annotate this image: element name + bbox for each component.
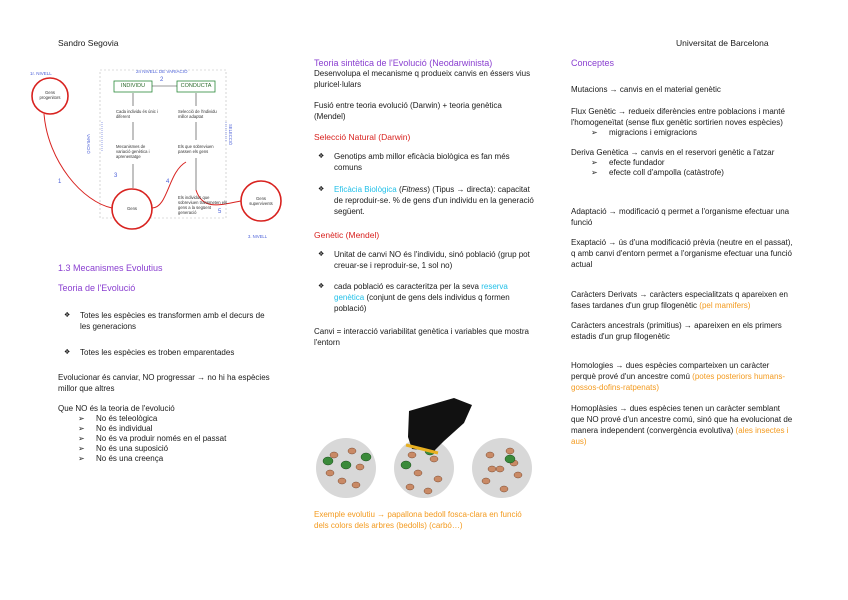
not-item: ➢ No és una creença (74, 454, 273, 464)
reserva-bullet (316, 281, 534, 314)
reserva-term: reserva genètica (334, 282, 508, 302)
eficacia-paren: ( (398, 185, 402, 194)
theory-subtitle: Teoria de l'Evolució (58, 283, 136, 293)
level1-label: 1r. NIVELL (30, 71, 52, 76)
gens-circle: Gens (126, 206, 137, 211)
arrow-number-1: 1 (58, 179, 62, 185)
flux-item: ➢ migracions i emigracions (587, 128, 795, 138)
bullet-item: ❖ Totes les espècies es transformen amb el decurs de les generacions (62, 310, 273, 332)
canvi-text: Canvi = interacció variabilitat genètica i variables que mostra l'entorn (314, 327, 529, 347)
conducta-note-2: Els que sobreviuen passen els gens (178, 144, 214, 154)
evolve-paragraph: Evolucionar és canviar, NO progressar → no hi ha espècies millor que altres (58, 373, 270, 393)
eficacia-term: Eficàcia Biològica (334, 185, 397, 194)
homoplasies-text: Homoplàsies → dues espècies tenen un caràcter semblant que NO prové d'un ancestre comú, sinó que ha evolucionat de manera independent (convergència evolutiva) (571, 404, 793, 435)
column-2 (314, 58, 534, 348)
homologies-text: Homologies → dues espècies comparteixen un caràcter perquè prové d'un ancestre comú (571, 361, 770, 381)
column-1 (58, 263, 273, 464)
deriva-def: Deriva Genètica → canvis en el reservori genètic a l'atzar (571, 148, 775, 157)
ancestrals-def: Caràcters ancestrals (primitius) → apareixen en els primers estadis d'un grup filogenètic (571, 321, 782, 341)
fitness-term: Fitness (401, 185, 428, 194)
deriva-item: ➢ efecte coll d'ampolla (catàstrofe) (587, 168, 795, 178)
beetle-illustration (314, 393, 534, 501)
bullet-item: ❖ Genotips amb millor eficàcia biològica es fan més comuns (316, 151, 534, 173)
flux-list (571, 128, 795, 138)
bullet-item: ❖ Totes les espècies es troben emparentades (62, 347, 273, 358)
level2-label: 2n NIVELL DE VARIACIÓ (136, 69, 188, 74)
derivats-def (571, 289, 795, 311)
reserva-text-a: cada població es caracteritza per la seva (334, 282, 482, 291)
not-item: ➢ No és una suposició (74, 444, 273, 454)
derivats-text: Caràcters Derivats → caràcters especialitzats q apareixen en fases tardanes d'un grup filogenètic (571, 290, 788, 310)
not-item: ➢ No és teleològica (74, 414, 273, 424)
homologies-example: (potes posteriors humans-gossos-dofins-ratpenats) (571, 372, 786, 392)
individual-note: Cada individu és únic i diferent (116, 109, 158, 119)
homologies-def (571, 360, 795, 393)
not-heading: Que NO és la teoria de l'evolució (58, 404, 175, 413)
deriva-item: ➢ efecte fundador (587, 158, 795, 168)
author-name: Sandro Segovia (58, 38, 119, 48)
moth-example: Exemple evolutiu → papallona bedoll fosca-clara en funció dels colors dels arbres (bedolls) (carbó…) (314, 510, 522, 530)
not-list (58, 414, 273, 464)
fusion-text: Fusió entre teoria evolució (Darwin) + teoria genètica (Mendel) (314, 101, 502, 121)
derivats-example: (pel mamifers) (699, 301, 751, 310)
conducta-box: CONDUCTA (180, 83, 212, 89)
arrow-number-3: 3 (114, 173, 118, 179)
synthetic-theory-title: Teoria sintètica de l'Evolució (Neodarwinista) (314, 58, 493, 68)
deriva-list (571, 158, 795, 178)
bullet-item: ❖ Unitat de canvi NO és l'individu, sinó població (grup pot creuar-se i reproduir-se, 1 sol no) (316, 249, 534, 271)
column-3 (571, 58, 795, 447)
level3-label: 3. NIVELL (248, 234, 268, 239)
flux-def: Flux Genètic → redueix diferències entre poblacions i manté l'homogeneïtat (sense flux genètic sortirien noves espècies) (571, 107, 785, 127)
evolution-diagram (28, 62, 288, 247)
individual-note-2: Mecanismes de variació genètica i aprenentatge (116, 144, 150, 159)
gens-parents-circle: Gens progenitors (39, 90, 61, 100)
adaptacio-def: Adaptació → modificació q permet a l'organisme efectuar una funció (571, 207, 790, 227)
homoplasies-example: (ales insectes i aus) (571, 426, 789, 446)
left-vertical-label: VARIACIÓ (86, 134, 91, 154)
arrow-number-5: 5 (218, 209, 222, 215)
section-title: 1.3 Mecanismes Evolutius (58, 263, 163, 273)
exaptacio-def: Exaptació → ús d'una modificació prèvia (neutre en el passat), q amb canvi d'entorn permet a l'organisme efectuar una funció actual (571, 238, 793, 269)
mutacions-def: Mutacions → canvis en el material genètic (571, 85, 721, 94)
eficacia-bullet (316, 184, 534, 217)
individual-box: INDIVIDU (120, 83, 146, 89)
eficacia-definition: ) (Tipus → directa): capacitat de reproduir-se. % de gens d'un individu en la generació següent. (334, 185, 534, 216)
reserva-text-b: (conjunt de gens dels individus q formen població) (334, 293, 510, 313)
natural-selection-title: Selecció Natural (Darwin) (314, 132, 411, 142)
conducta-note: Selecció de l'individu millor adaptat (178, 109, 217, 119)
beetle-illustration-graphic (314, 393, 534, 501)
homoplasies-def (571, 403, 795, 447)
theory-bullets (58, 310, 273, 358)
right-vertical-label: SELECCIÓ (228, 124, 233, 146)
arrow-number-2: 2 (160, 77, 164, 83)
synthetic-intro: Desenvolupa el mecanisme q produeix canvis en éssers vius pluricel·lulars (314, 69, 531, 89)
not-item: ➢ No és va produir només en el passat (74, 434, 273, 444)
flow-note: Els individus que sobreviuen transmeten els gens a la següent generació (178, 195, 228, 215)
not-item: ➢ No és individual (74, 424, 273, 434)
gens-supervivents-circle: Gens supervivents (249, 196, 273, 206)
genetic-title: Genètic (Mendel) (314, 230, 380, 240)
arrow-number-4: 4 (166, 179, 170, 185)
institution-name: Universitat de Barcelona (676, 38, 769, 48)
concepts-title: Conceptes (571, 58, 615, 68)
